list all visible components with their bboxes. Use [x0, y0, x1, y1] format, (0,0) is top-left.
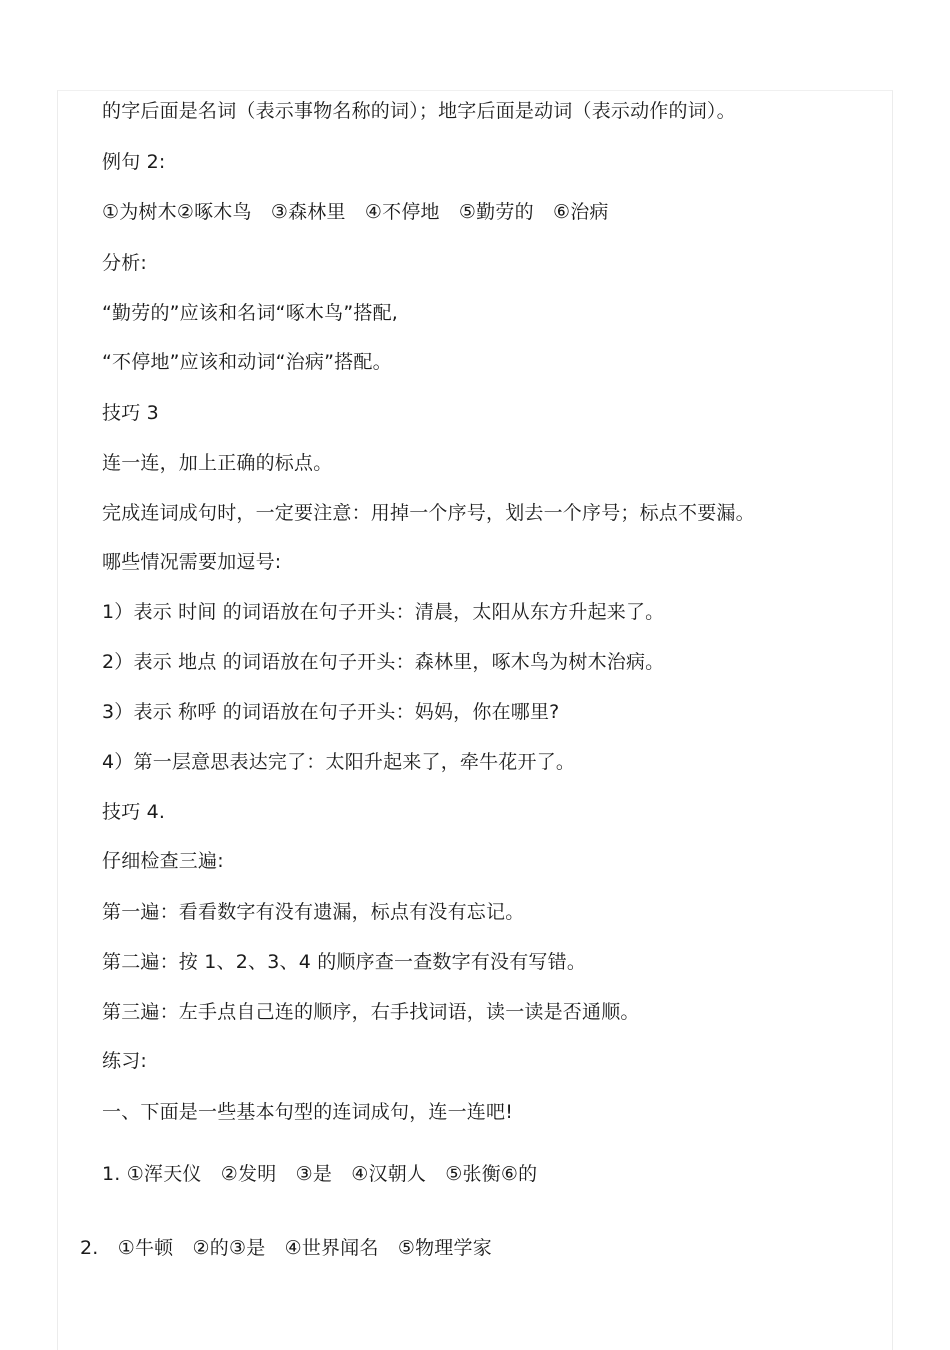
- comma-rule-4: 4）第一层意思表达完了：太阳升起来了，牵牛花开了。: [102, 751, 576, 773]
- tip-3-instruction: 连一连，加上正确的标点。: [102, 452, 333, 474]
- comma-rules-heading: 哪些情况需要加逗号:: [102, 551, 282, 573]
- tip-4-heading: 技巧 4.: [102, 801, 166, 823]
- check-pass-2: 第二遍：按 1、2、3、4 的顺序查一查数字有没有写错。: [102, 951, 587, 973]
- comma-rule-2: 2）表示 地点 的词语放在句子开头：森林里，啄木鸟为树木治病。: [102, 651, 665, 673]
- exercise-item-2: 2. ①牛顿 ②的③是 ④世界闻名 ⑤物理学家: [80, 1237, 492, 1259]
- exercise-instruction: 一、下面是一些基本句型的连词成句，连一连吧!: [102, 1101, 514, 1123]
- check-three-times: 仔细检查三遍:: [102, 850, 224, 872]
- tip-3-note: 完成连词成句时，一定要注意：用掉一个序号，划去一个序号；标点不要漏。: [102, 502, 755, 524]
- analysis-heading: 分析:: [102, 252, 148, 274]
- analysis-line-2: “不停地”应该和动词“治病”搭配。: [102, 351, 392, 373]
- exercise-item-1: 1. ①浑天仪 ②发明 ③是 ④汉朝人 ⑤张衡⑥的: [102, 1163, 538, 1185]
- text-line-explanation: 的字后面是名词（表示事物名称的词）；地字后面是动词（表示动作的词）。: [102, 100, 736, 122]
- example-words: ①为树木②啄木鸟 ③森林里 ④不停地 ⑤勤劳的 ⑥治病: [102, 201, 609, 223]
- comma-rule-3: 3）表示 称呼 的词语放在句子开头：妈妈，你在哪里?: [102, 701, 560, 723]
- example-heading: 例句 2:: [102, 151, 166, 173]
- check-pass-1: 第一遍：看看数字有没有遗漏，标点有没有忘记。: [102, 901, 525, 923]
- check-pass-3: 第三遍：左手点自己连的顺序，右手找词语，读一读是否通顺。: [102, 1001, 640, 1023]
- comma-rule-1: 1）表示 时间 的词语放在句子开头：清晨，太阳从东方升起来了。: [102, 601, 665, 623]
- tip-3-heading: 技巧 3: [102, 402, 159, 424]
- exercise-heading: 练习:: [102, 1050, 148, 1072]
- analysis-line-1: “勤劳的”应该和名词“啄木鸟”搭配,: [102, 302, 399, 324]
